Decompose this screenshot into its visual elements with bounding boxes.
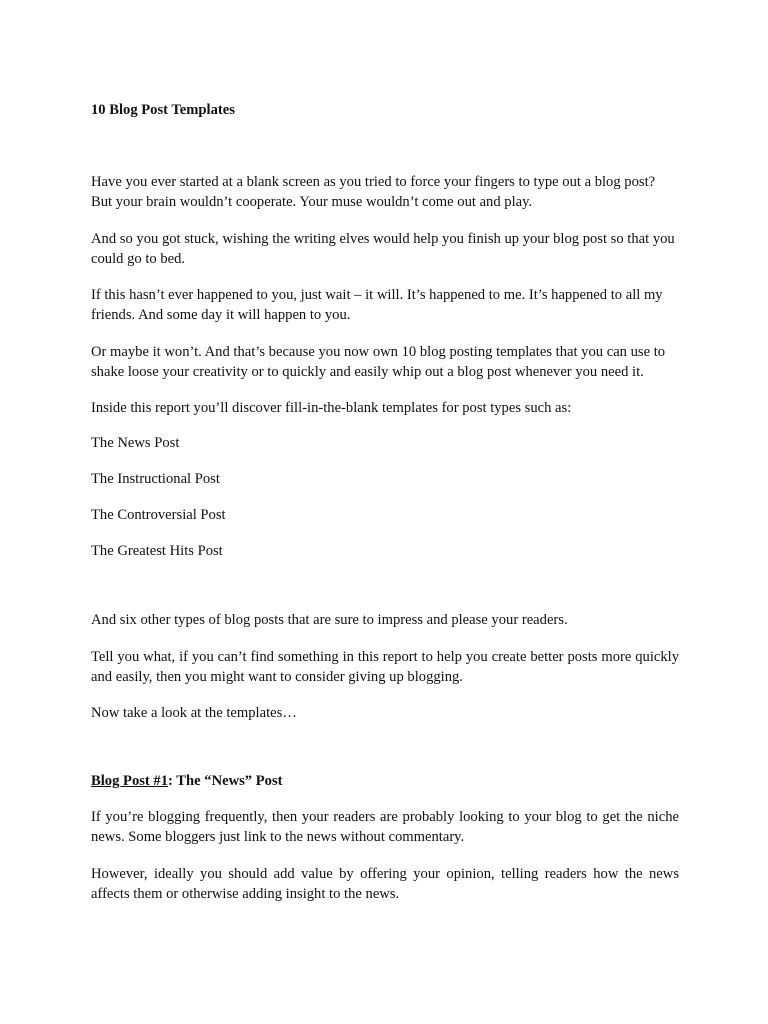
post-type-item: The News Post [91, 435, 180, 451]
post-type-item: The Controversial Post [91, 507, 226, 523]
intro-paragraph-5: Inside this report you’ll discover fill-in-the-blank templates for post types such as: [91, 400, 572, 416]
intro-paragraph-1: Have you ever started at a blank screen as you tried to force your fingers to type out a blog post? But your brain wouldn’t cooperate. Your muse wouldn’t come out and play. [91, 174, 656, 210]
section-paragraph-2: However, ideally you should add value by offering your opinion, telling readers how the news affects them or otherwise adding insight to the news. [91, 866, 679, 902]
document-title: 10 Blog Post Templates [91, 102, 235, 118]
section-separator: : [168, 773, 173, 789]
post-type-item: The Instructional Post [91, 471, 220, 487]
intro-paragraph-3: If this hasn’t ever happened to you, just wait – it will. It’s happened to me. It’s happened to all my friends. And some day it will happen to you. [91, 287, 663, 323]
after-paragraph-2: Tell you what, if you can’t find something in this report to help you create better posts more quickly and easily, then you might want to consider giving up blogging. [91, 649, 679, 685]
post-type-item: The Greatest Hits Post [91, 543, 223, 559]
after-paragraph-1: And six other types of blog posts that are sure to impress and please your readers. [91, 612, 568, 628]
after-paragraph-3: Now take a look at the templates… [91, 705, 297, 721]
section-paragraph-1: If you’re blogging frequently, then your readers are probably looking to your blog to get the niche news. Some bloggers just link to the news without commentary. [91, 809, 679, 845]
section-name: The “News” Post [172, 773, 283, 789]
intro-paragraph-4: Or maybe it won’t. And that’s because you now own 10 blog posting templates that you can use to shake loose your creativity or to quickly and easily whip out a blog post whenever you need it. [91, 344, 666, 380]
section-label: Blog Post #1 [91, 773, 169, 789]
section-heading [91, 772, 679, 792]
intro-paragraph-2: And so you got stuck, wishing the writing elves would help you finish up your blog post so that you could go to bed. [91, 231, 675, 267]
